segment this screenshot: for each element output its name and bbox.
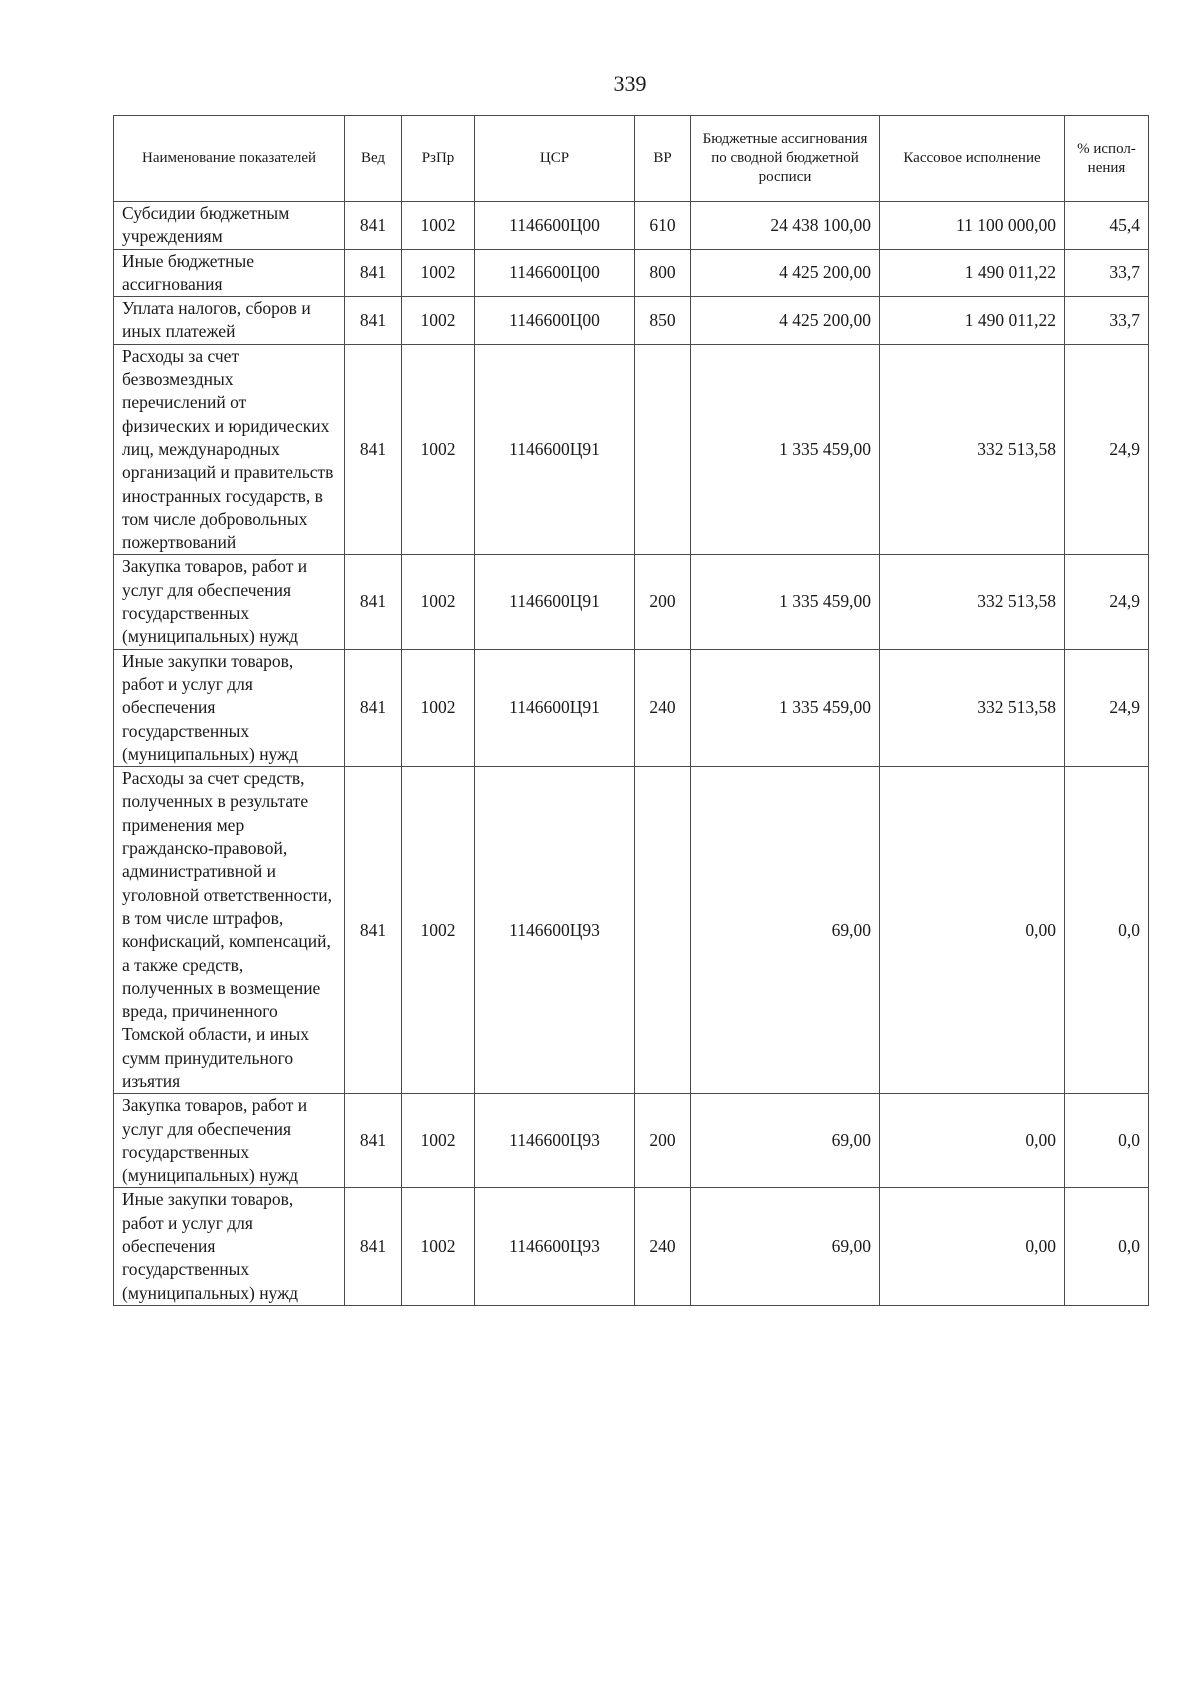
cell-budget: 1 335 459,00 xyxy=(691,555,880,649)
cell-name: Иные бюджетные ассигнования xyxy=(114,249,345,297)
cell-ved: 841 xyxy=(345,555,402,649)
cell-vr: 240 xyxy=(635,649,691,766)
cell-name: Расходы за счет средств, полученных в результате применения мер гражданско-правовой, административной и уголовной ответственности, в том числе штрафов, конфискаций, компенсаций, а также средств, полученных в возмещение вреда, причиненного Томской области, и иных сумм принудительного изъятия xyxy=(114,767,345,1094)
cell-rzpr: 1002 xyxy=(402,202,475,250)
header-vr: ВР xyxy=(635,116,691,202)
cell-rzpr: 1002 xyxy=(402,649,475,766)
cell-cash: 332 513,58 xyxy=(880,344,1065,555)
cell-name: Иные закупки товаров, работ и услуг для обеспечения государственных (муниципальных) нужд xyxy=(114,649,345,766)
cell-percent: 24,9 xyxy=(1065,555,1149,649)
cell-vr: 200 xyxy=(635,1094,691,1188)
cell-vr: 850 xyxy=(635,297,691,345)
cell-csr: 1146600Ц93 xyxy=(475,767,635,1094)
cell-csr: 1146600Ц91 xyxy=(475,344,635,555)
table-header xyxy=(114,116,1149,202)
table-row xyxy=(114,767,1149,1094)
cell-name: Закупка товаров, работ и услуг для обеспечения государственных (муниципальных) нужд xyxy=(114,555,345,649)
header-row xyxy=(114,116,1149,202)
cell-name: Иные закупки товаров, работ и услуг для обеспечения государственных (муниципальных) нужд xyxy=(114,1188,345,1305)
cell-cash: 11 100 000,00 xyxy=(880,202,1065,250)
cell-percent: 0,0 xyxy=(1065,767,1149,1094)
cell-percent: 24,9 xyxy=(1065,649,1149,766)
table-row xyxy=(114,555,1149,649)
table-row xyxy=(114,344,1149,555)
cell-cash: 0,00 xyxy=(880,767,1065,1094)
cell-csr: 1146600Ц93 xyxy=(475,1094,635,1188)
cell-rzpr: 1002 xyxy=(402,555,475,649)
cell-name: Закупка товаров, работ и услуг для обеспечения государственных (муниципальных) нужд xyxy=(114,1094,345,1188)
header-percent: % испол- нения xyxy=(1065,116,1149,202)
cell-csr: 1146600Ц00 xyxy=(475,249,635,297)
cell-ved: 841 xyxy=(345,249,402,297)
cell-ved: 841 xyxy=(345,767,402,1094)
cell-ved: 841 xyxy=(345,344,402,555)
cell-vr: 240 xyxy=(635,1188,691,1305)
cell-budget: 24 438 100,00 xyxy=(691,202,880,250)
table-row xyxy=(114,1188,1149,1305)
cell-cash: 1 490 011,22 xyxy=(880,249,1065,297)
cell-percent: 33,7 xyxy=(1065,297,1149,345)
cell-name: Субсидии бюджетным учреждениям xyxy=(114,202,345,250)
header-budget: Бюджетные ассигнования по сводной бюджетной росписи xyxy=(691,116,880,202)
cell-vr xyxy=(635,767,691,1094)
cell-cash: 0,00 xyxy=(880,1094,1065,1188)
cell-ved: 841 xyxy=(345,1094,402,1188)
cell-percent: 45,4 xyxy=(1065,202,1149,250)
cell-rzpr: 1002 xyxy=(402,1094,475,1188)
cell-rzpr: 1002 xyxy=(402,767,475,1094)
table-body xyxy=(114,202,1149,1306)
cell-cash: 332 513,58 xyxy=(880,555,1065,649)
header-cash: Кассовое исполнение xyxy=(880,116,1065,202)
cell-cash: 1 490 011,22 xyxy=(880,297,1065,345)
cell-percent: 33,7 xyxy=(1065,249,1149,297)
cell-csr: 1146600Ц00 xyxy=(475,297,635,345)
header-name: Наименование показателей xyxy=(114,116,345,202)
table-row xyxy=(114,297,1149,345)
header-ved: Вед xyxy=(345,116,402,202)
cell-name: Расходы за счет безвозмездных перечислений от физических и юридических лиц, международных организаций и правительств иностранных государств, в том числе добровольных пожертвований xyxy=(114,344,345,555)
cell-csr: 1146600Ц00 xyxy=(475,202,635,250)
header-csr: ЦСР xyxy=(475,116,635,202)
cell-rzpr: 1002 xyxy=(402,1188,475,1305)
cell-ved: 841 xyxy=(345,649,402,766)
page-number: 339 xyxy=(613,71,647,96)
cell-rzpr: 1002 xyxy=(402,249,475,297)
cell-cash: 0,00 xyxy=(880,1188,1065,1305)
budget-execution-table xyxy=(113,115,1149,1306)
cell-cash: 332 513,58 xyxy=(880,649,1065,766)
cell-percent: 0,0 xyxy=(1065,1094,1149,1188)
cell-vr: 200 xyxy=(635,555,691,649)
cell-csr: 1146600Ц91 xyxy=(475,555,635,649)
cell-ved: 841 xyxy=(345,1188,402,1305)
cell-ved: 841 xyxy=(345,202,402,250)
table-row xyxy=(114,1094,1149,1188)
cell-ved: 841 xyxy=(345,297,402,345)
cell-budget: 4 425 200,00 xyxy=(691,249,880,297)
cell-vr: 610 xyxy=(635,202,691,250)
cell-csr: 1146600Ц93 xyxy=(475,1188,635,1305)
cell-percent: 24,9 xyxy=(1065,344,1149,555)
cell-csr: 1146600Ц91 xyxy=(475,649,635,766)
cell-budget: 69,00 xyxy=(691,1094,880,1188)
cell-budget: 1 335 459,00 xyxy=(691,649,880,766)
cell-budget: 69,00 xyxy=(691,1188,880,1305)
table-row xyxy=(114,249,1149,297)
table-row xyxy=(114,649,1149,766)
cell-budget: 1 335 459,00 xyxy=(691,344,880,555)
cell-vr xyxy=(635,344,691,555)
cell-rzpr: 1002 xyxy=(402,297,475,345)
cell-rzpr: 1002 xyxy=(402,344,475,555)
cell-percent: 0,0 xyxy=(1065,1188,1149,1305)
header-rzpr: РзПр xyxy=(402,116,475,202)
cell-budget: 4 425 200,00 xyxy=(691,297,880,345)
table-row xyxy=(114,202,1149,250)
cell-vr: 800 xyxy=(635,249,691,297)
cell-budget: 69,00 xyxy=(691,767,880,1094)
cell-name: Уплата налогов, сборов и иных платежей xyxy=(114,297,345,345)
